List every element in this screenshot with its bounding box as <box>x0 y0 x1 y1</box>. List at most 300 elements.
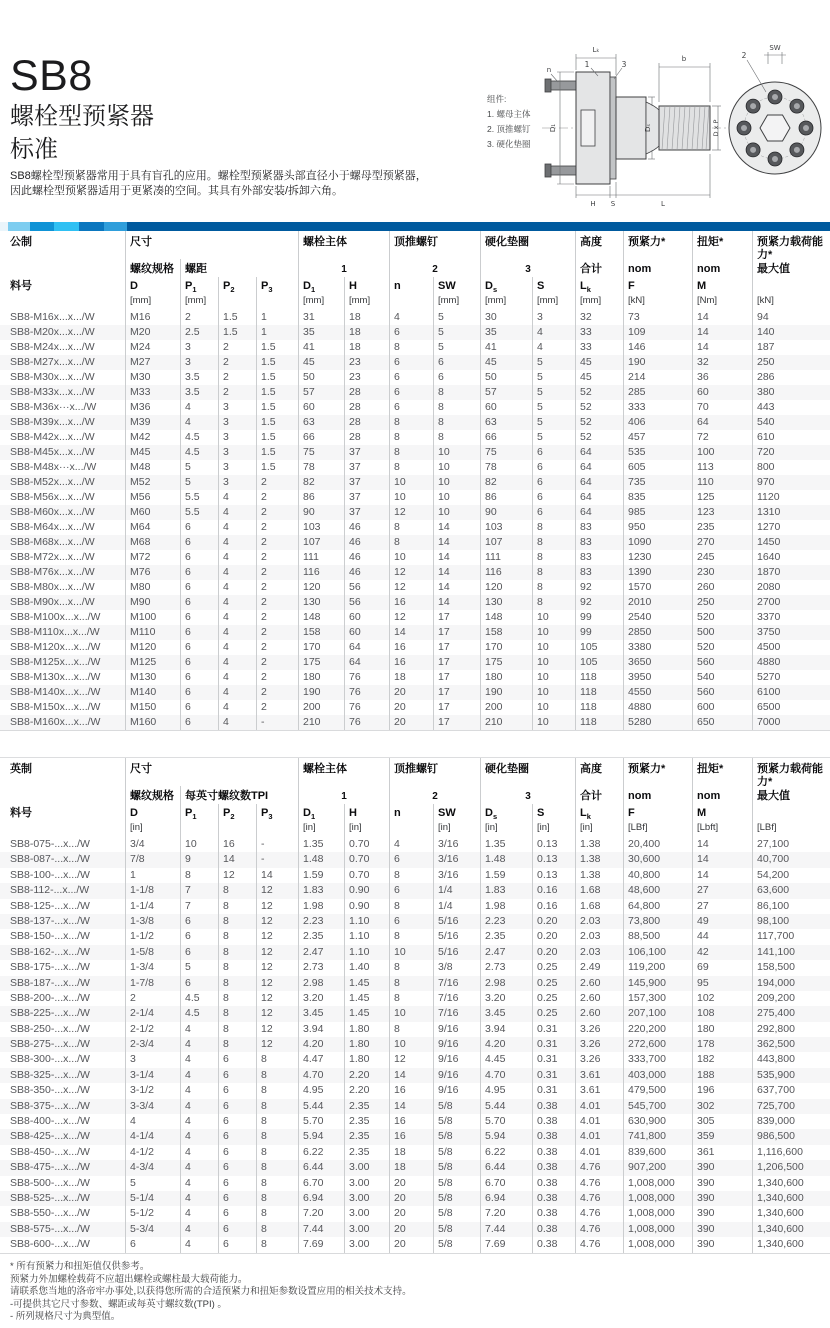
cell: 16 <box>389 655 433 670</box>
cell: 8 <box>218 945 256 960</box>
column-symbol <box>752 277 830 295</box>
group-header: 高度 <box>575 231 623 259</box>
cell: 46 <box>344 535 389 550</box>
cell: 180 <box>480 670 532 685</box>
imperial-table-header <box>0 758 830 837</box>
table-row <box>0 1099 830 1114</box>
part-number: SB8-137-...x.../W <box>10 914 90 927</box>
cell: 970 <box>752 475 830 490</box>
cell: 2.35 <box>344 1145 389 1160</box>
table-region-label: 英制 <box>10 763 32 775</box>
subheader: 螺纹规格 <box>125 786 180 804</box>
cell: 3 <box>218 415 256 430</box>
column-symbol: H <box>344 804 389 822</box>
cell: 7/16 <box>433 1006 480 1021</box>
cell: 8 <box>389 899 433 914</box>
cell: 46 <box>344 550 389 565</box>
cell: 37 <box>344 475 389 490</box>
table-row <box>0 1129 830 1144</box>
cell: 4 <box>218 700 256 715</box>
part-number: SB8-M42x...x.../W <box>10 431 95 443</box>
cell: 0.31 <box>532 1022 575 1037</box>
cell: 10 <box>389 945 433 960</box>
column-unit <box>218 295 256 310</box>
cell: 3.45 <box>480 1006 532 1021</box>
cell: 27 <box>692 899 752 914</box>
cell: 5/8 <box>433 1160 480 1175</box>
table-row <box>0 868 830 883</box>
cell: 1.38 <box>575 868 623 883</box>
cell: 4 <box>218 535 256 550</box>
cell: 10 <box>532 640 575 655</box>
cell: 210 <box>480 715 532 730</box>
cell: 28 <box>344 385 389 400</box>
cell: 12 <box>256 914 298 929</box>
cell: 6 <box>389 325 433 340</box>
cell: 14 <box>389 1099 433 1114</box>
group-header: 高度 <box>575 758 623 786</box>
column-symbol: F <box>623 277 692 295</box>
cell: 1-7/8 <box>125 976 180 991</box>
cell: 18 <box>389 1145 433 1160</box>
cell: 1.45 <box>344 976 389 991</box>
cell: 4 <box>180 1129 218 1144</box>
cell: 10 <box>433 460 480 475</box>
column-unit: [in] <box>125 822 180 837</box>
cell: 5/8 <box>433 1176 480 1191</box>
table-row <box>0 295 830 310</box>
cell: 8 <box>256 1114 298 1129</box>
cell: 4 <box>180 1114 218 1129</box>
table-row <box>0 1068 830 1083</box>
column-unit: [in] <box>344 822 389 837</box>
part-number: SB8-100-...x.../W <box>10 868 90 881</box>
cell: 2 <box>256 610 298 625</box>
table-row <box>0 1222 830 1237</box>
cell: 46 <box>344 565 389 580</box>
cell: 4 <box>180 415 218 430</box>
cell: 839,000 <box>752 1114 830 1129</box>
cell: 17 <box>433 655 480 670</box>
cell: 3 <box>218 430 256 445</box>
column-symbol: $P_3$ <box>256 277 298 295</box>
cell: 1.48 <box>298 852 344 867</box>
cell: 5/8 <box>433 1222 480 1237</box>
subheader: 螺距 <box>180 259 298 277</box>
cell: 4.5 <box>180 1006 218 1021</box>
cell: 103 <box>480 520 532 535</box>
cell: 157,300 <box>623 991 692 1006</box>
part-number: SB8-M100x...x.../W <box>10 611 101 623</box>
cell: 170 <box>298 640 344 655</box>
table-row <box>0 945 830 960</box>
cell: 5/8 <box>433 1129 480 1144</box>
description-line: 因此螺栓型预紧器适用于更紧凑的空间。其具有外部安装/拆卸六角。 <box>10 184 344 197</box>
cell: 118 <box>575 700 623 715</box>
cell: 406 <box>623 415 692 430</box>
footnote: 预紧力外加螺栓载荷不应超出螺栓或螺柱最大载荷能力。 <box>10 1273 248 1285</box>
cell: 4 <box>532 340 575 355</box>
cell: 1.83 <box>480 883 532 898</box>
table-row <box>0 929 830 944</box>
cell: 4 <box>218 580 256 595</box>
cell: 170 <box>480 640 532 655</box>
spacer-cell <box>0 259 125 277</box>
cell: 8 <box>433 400 480 415</box>
part-number: SB8-M33x...x.../W <box>10 386 95 398</box>
cell: 4 <box>389 310 433 325</box>
cell: 4 <box>218 520 256 535</box>
cell: 14 <box>389 1068 433 1083</box>
cell: 64 <box>344 655 389 670</box>
spacer-cell <box>0 822 125 837</box>
table-row <box>0 231 830 259</box>
cell: 5/16 <box>433 929 480 944</box>
column-unit: [kN] <box>623 295 692 310</box>
metric-table-header <box>0 231 830 310</box>
cell: 6 <box>218 1191 256 1206</box>
cell: 5-1/2 <box>125 1206 180 1221</box>
part-number: SB8-M125x...x.../W <box>10 656 101 668</box>
cell: 49 <box>692 914 752 929</box>
cell: 102 <box>692 991 752 1006</box>
cell: 12 <box>389 505 433 520</box>
component-item: 2. 顶推螺钉 <box>487 124 531 134</box>
cell: 103 <box>298 520 344 535</box>
cell: 1270 <box>752 520 830 535</box>
table-row <box>0 430 830 445</box>
cell: 111 <box>480 550 532 565</box>
column-symbol: n <box>389 804 433 822</box>
table-row <box>0 960 830 975</box>
part-number: SB8-075-...x.../W <box>10 838 90 850</box>
cell: 0.38 <box>532 1099 575 1114</box>
dim-label-d1: D₁ <box>549 123 557 133</box>
cell: 0.20 <box>532 945 575 960</box>
column-symbol: $D_s$ <box>480 277 532 295</box>
subheader: nom <box>692 259 752 277</box>
cell: 5 <box>125 1176 180 1191</box>
subheader: nom <box>692 786 752 804</box>
cell: M76 <box>125 565 180 580</box>
cell: 0.25 <box>532 976 575 991</box>
cell: 10 <box>433 505 480 520</box>
cell: 3 <box>218 400 256 415</box>
cell: 158 <box>480 625 532 640</box>
cell: 194,000 <box>752 976 830 991</box>
cell: 9/16 <box>433 1052 480 1067</box>
dim-label-sw: SW <box>769 44 781 52</box>
cell: 8 <box>256 1176 298 1191</box>
cell: 4 <box>180 1176 218 1191</box>
dim-label-s: S <box>610 200 616 208</box>
column-unit <box>256 295 298 310</box>
cell: 4 <box>180 1222 218 1237</box>
cell: 28 <box>344 415 389 430</box>
part-number-label: 料号 <box>10 807 32 819</box>
cell: 1-3/8 <box>125 914 180 929</box>
cell: 5 <box>532 355 575 370</box>
cell: 12 <box>256 960 298 975</box>
cell: 1,008,000 <box>623 1176 692 1191</box>
table-row <box>0 976 830 991</box>
cell: 37 <box>344 505 389 520</box>
cell: 390 <box>692 1176 752 1191</box>
table-row <box>0 1022 830 1037</box>
cell: 60 <box>480 400 532 415</box>
cell: 1.5 <box>256 400 298 415</box>
cell: 1-3/4 <box>125 960 180 975</box>
cell: 64 <box>575 460 623 475</box>
cell: 8 <box>218 991 256 1006</box>
cell: 10 <box>532 670 575 685</box>
cell: M64 <box>125 520 180 535</box>
cell: 560 <box>692 685 752 700</box>
cell: 520 <box>692 640 752 655</box>
cell: 1.68 <box>575 899 623 914</box>
cell: 7.69 <box>298 1237 344 1252</box>
cell: M39 <box>125 415 180 430</box>
cell: 10 <box>532 715 575 730</box>
cell: 3.26 <box>575 1037 623 1052</box>
cell: 3.61 <box>575 1083 623 1098</box>
table-row <box>0 852 830 867</box>
cell: 245 <box>692 550 752 565</box>
column-unit: [in] <box>575 822 623 837</box>
group-header: 预紧力载荷能力* <box>752 758 830 786</box>
table-row <box>0 670 830 685</box>
table-row <box>0 1176 830 1191</box>
cell: 8 <box>218 1022 256 1037</box>
table-row <box>0 520 830 535</box>
cell: 3.00 <box>344 1222 389 1237</box>
cell: 835 <box>623 490 692 505</box>
column-unit: [LBf] <box>623 822 692 837</box>
cell: 3.94 <box>480 1022 532 1037</box>
table-row <box>0 1037 830 1052</box>
cell: 403,000 <box>623 1068 692 1083</box>
cell: 275,400 <box>752 1006 830 1021</box>
cell: 2.47 <box>480 945 532 960</box>
group-header: 顶推螺钉 <box>389 758 480 786</box>
cell: 1-1/8 <box>125 883 180 898</box>
cell: M24 <box>125 340 180 355</box>
callout-3: 3 <box>621 60 627 69</box>
cell: 520 <box>692 610 752 625</box>
cell: 130 <box>480 595 532 610</box>
table-row <box>0 325 830 340</box>
cell: 333,700 <box>623 1052 692 1067</box>
cell: 1,340,600 <box>752 1176 830 1191</box>
cell: 1.10 <box>344 945 389 960</box>
cell: 14 <box>433 580 480 595</box>
cell: 4 <box>218 610 256 625</box>
cell: 12 <box>256 945 298 960</box>
cell: 985 <box>623 505 692 520</box>
cell: 7.44 <box>480 1222 532 1237</box>
cell: 443,800 <box>752 1052 830 1067</box>
cell: 4 <box>180 1160 218 1175</box>
dim-label-b: b <box>681 55 687 63</box>
cell: 6 <box>532 490 575 505</box>
cell: 10 <box>433 475 480 490</box>
cell: 5.5 <box>180 490 218 505</box>
cell: 41 <box>298 340 344 355</box>
component-legend <box>487 92 530 152</box>
cell: 16 <box>389 1083 433 1098</box>
cell: 64 <box>575 475 623 490</box>
table-row <box>0 475 830 490</box>
cell: 1.38 <box>575 837 623 852</box>
cell: 0.31 <box>532 1052 575 1067</box>
cell: 8 <box>218 929 256 944</box>
product-subtitle: 螺栓型预紧器 <box>10 103 154 130</box>
part-number: SB8-M150x...x.../W <box>10 701 101 713</box>
cell: 118 <box>575 715 623 730</box>
part-number: SB8-250-...x.../W <box>10 1022 90 1035</box>
cell: 457 <box>623 430 692 445</box>
table-row <box>0 610 830 625</box>
cell: 148 <box>298 610 344 625</box>
cell: 18 <box>389 1160 433 1175</box>
cell: 5 <box>532 415 575 430</box>
cell: 7 <box>180 883 218 898</box>
column-unit <box>218 822 256 837</box>
cell: 6 <box>218 1114 256 1129</box>
cell: 5 <box>180 960 218 975</box>
cell: 116 <box>298 565 344 580</box>
cell: 2 <box>256 670 298 685</box>
cell: 5.94 <box>480 1129 532 1144</box>
part-number: SB8-M160x...x.../W <box>10 716 101 728</box>
cell: 12 <box>389 580 433 595</box>
column-unit: [in] <box>480 822 532 837</box>
cell: 83 <box>575 565 623 580</box>
cell: 1310 <box>752 505 830 520</box>
part-number: SB8-400-...x.../W <box>10 1115 90 1128</box>
cell: 190 <box>623 355 692 370</box>
cell: 6 <box>180 565 218 580</box>
cell: 8 <box>256 1160 298 1175</box>
table-row <box>0 640 830 655</box>
table-row <box>0 415 830 430</box>
cell: 4880 <box>623 700 692 715</box>
cell: 4.20 <box>480 1037 532 1052</box>
cell: 4.01 <box>575 1099 623 1114</box>
cell: 70 <box>692 400 752 415</box>
cell: 359 <box>692 1129 752 1144</box>
cell: 14 <box>256 868 298 883</box>
component-legend-title: 组件: <box>487 94 507 104</box>
column-unit <box>389 822 433 837</box>
cell: 14 <box>692 340 752 355</box>
cell: 380 <box>752 385 830 400</box>
part-number: SB8-375-...x.../W <box>10 1099 90 1112</box>
cell: 0.38 <box>532 1237 575 1252</box>
cell: 12 <box>256 929 298 944</box>
group-number: 3 <box>480 786 575 804</box>
cell: 14 <box>389 625 433 640</box>
cell: 5 <box>532 430 575 445</box>
table-row <box>0 400 830 415</box>
cell: 56 <box>344 580 389 595</box>
cell: 9/16 <box>433 1083 480 1098</box>
cell: 20 <box>389 1176 433 1191</box>
cell: 6 <box>218 1160 256 1175</box>
cell: 8 <box>389 991 433 1006</box>
cell: 6.22 <box>480 1145 532 1160</box>
cell: 83 <box>575 520 623 535</box>
table-row <box>0 715 830 730</box>
cell: 20 <box>389 1206 433 1221</box>
group-number: 1 <box>298 259 389 277</box>
table-row <box>0 595 830 610</box>
column-symbol: $D_1$ <box>298 277 344 295</box>
cell: 907,200 <box>623 1160 692 1175</box>
cell: 3380 <box>623 640 692 655</box>
cell: 4.76 <box>575 1237 623 1252</box>
cell: 4 <box>180 1237 218 1252</box>
group-header: 扭矩* <box>692 758 752 786</box>
cell: 3/8 <box>433 960 480 975</box>
cell: 4500 <box>752 640 830 655</box>
table-row <box>0 1191 830 1206</box>
table-row <box>0 550 830 565</box>
table-row <box>0 883 830 898</box>
cell: 7.44 <box>298 1222 344 1237</box>
cell: 720 <box>752 445 830 460</box>
cell: 1.48 <box>480 852 532 867</box>
cell: 5/16 <box>433 914 480 929</box>
cell: 64 <box>575 445 623 460</box>
cell: 270 <box>692 535 752 550</box>
cell: 286 <box>752 370 830 385</box>
cell: 4 <box>180 1037 218 1052</box>
cell: 3.5 <box>180 370 218 385</box>
cell: 1-1/2 <box>125 929 180 944</box>
cell: 4.5 <box>180 430 218 445</box>
cell: 60 <box>298 400 344 415</box>
cell: 12 <box>256 976 298 991</box>
table-row <box>0 1006 830 1021</box>
table-row <box>0 1206 830 1221</box>
cell: 4.76 <box>575 1176 623 1191</box>
cell: 8 <box>532 580 575 595</box>
cell: 8 <box>532 535 575 550</box>
cell: 1.5 <box>256 460 298 475</box>
cell: 33 <box>575 325 623 340</box>
cell: 8 <box>532 565 575 580</box>
part-number-label: 料号 <box>10 280 32 292</box>
dim-label-lk: Lₖ <box>592 46 600 54</box>
cell: 4.5 <box>180 991 218 1006</box>
cell: 5 <box>433 310 480 325</box>
cell: 4 <box>218 670 256 685</box>
page-title: SB8 <box>10 52 93 100</box>
part-number: SB8-162-...x.../W <box>10 945 90 958</box>
part-number: SB8-525-...x.../W <box>10 1191 90 1204</box>
cell: 2.35 <box>344 1099 389 1114</box>
cell: 210 <box>298 715 344 730</box>
table-row <box>0 1145 830 1160</box>
cell: 42 <box>692 945 752 960</box>
cell: 4 <box>218 685 256 700</box>
cell: 4 <box>218 640 256 655</box>
part-number: SB8-087-...x.../W <box>10 853 90 866</box>
cell: 6 <box>218 1068 256 1083</box>
cell: 86 <box>298 490 344 505</box>
cell: 2 <box>256 550 298 565</box>
